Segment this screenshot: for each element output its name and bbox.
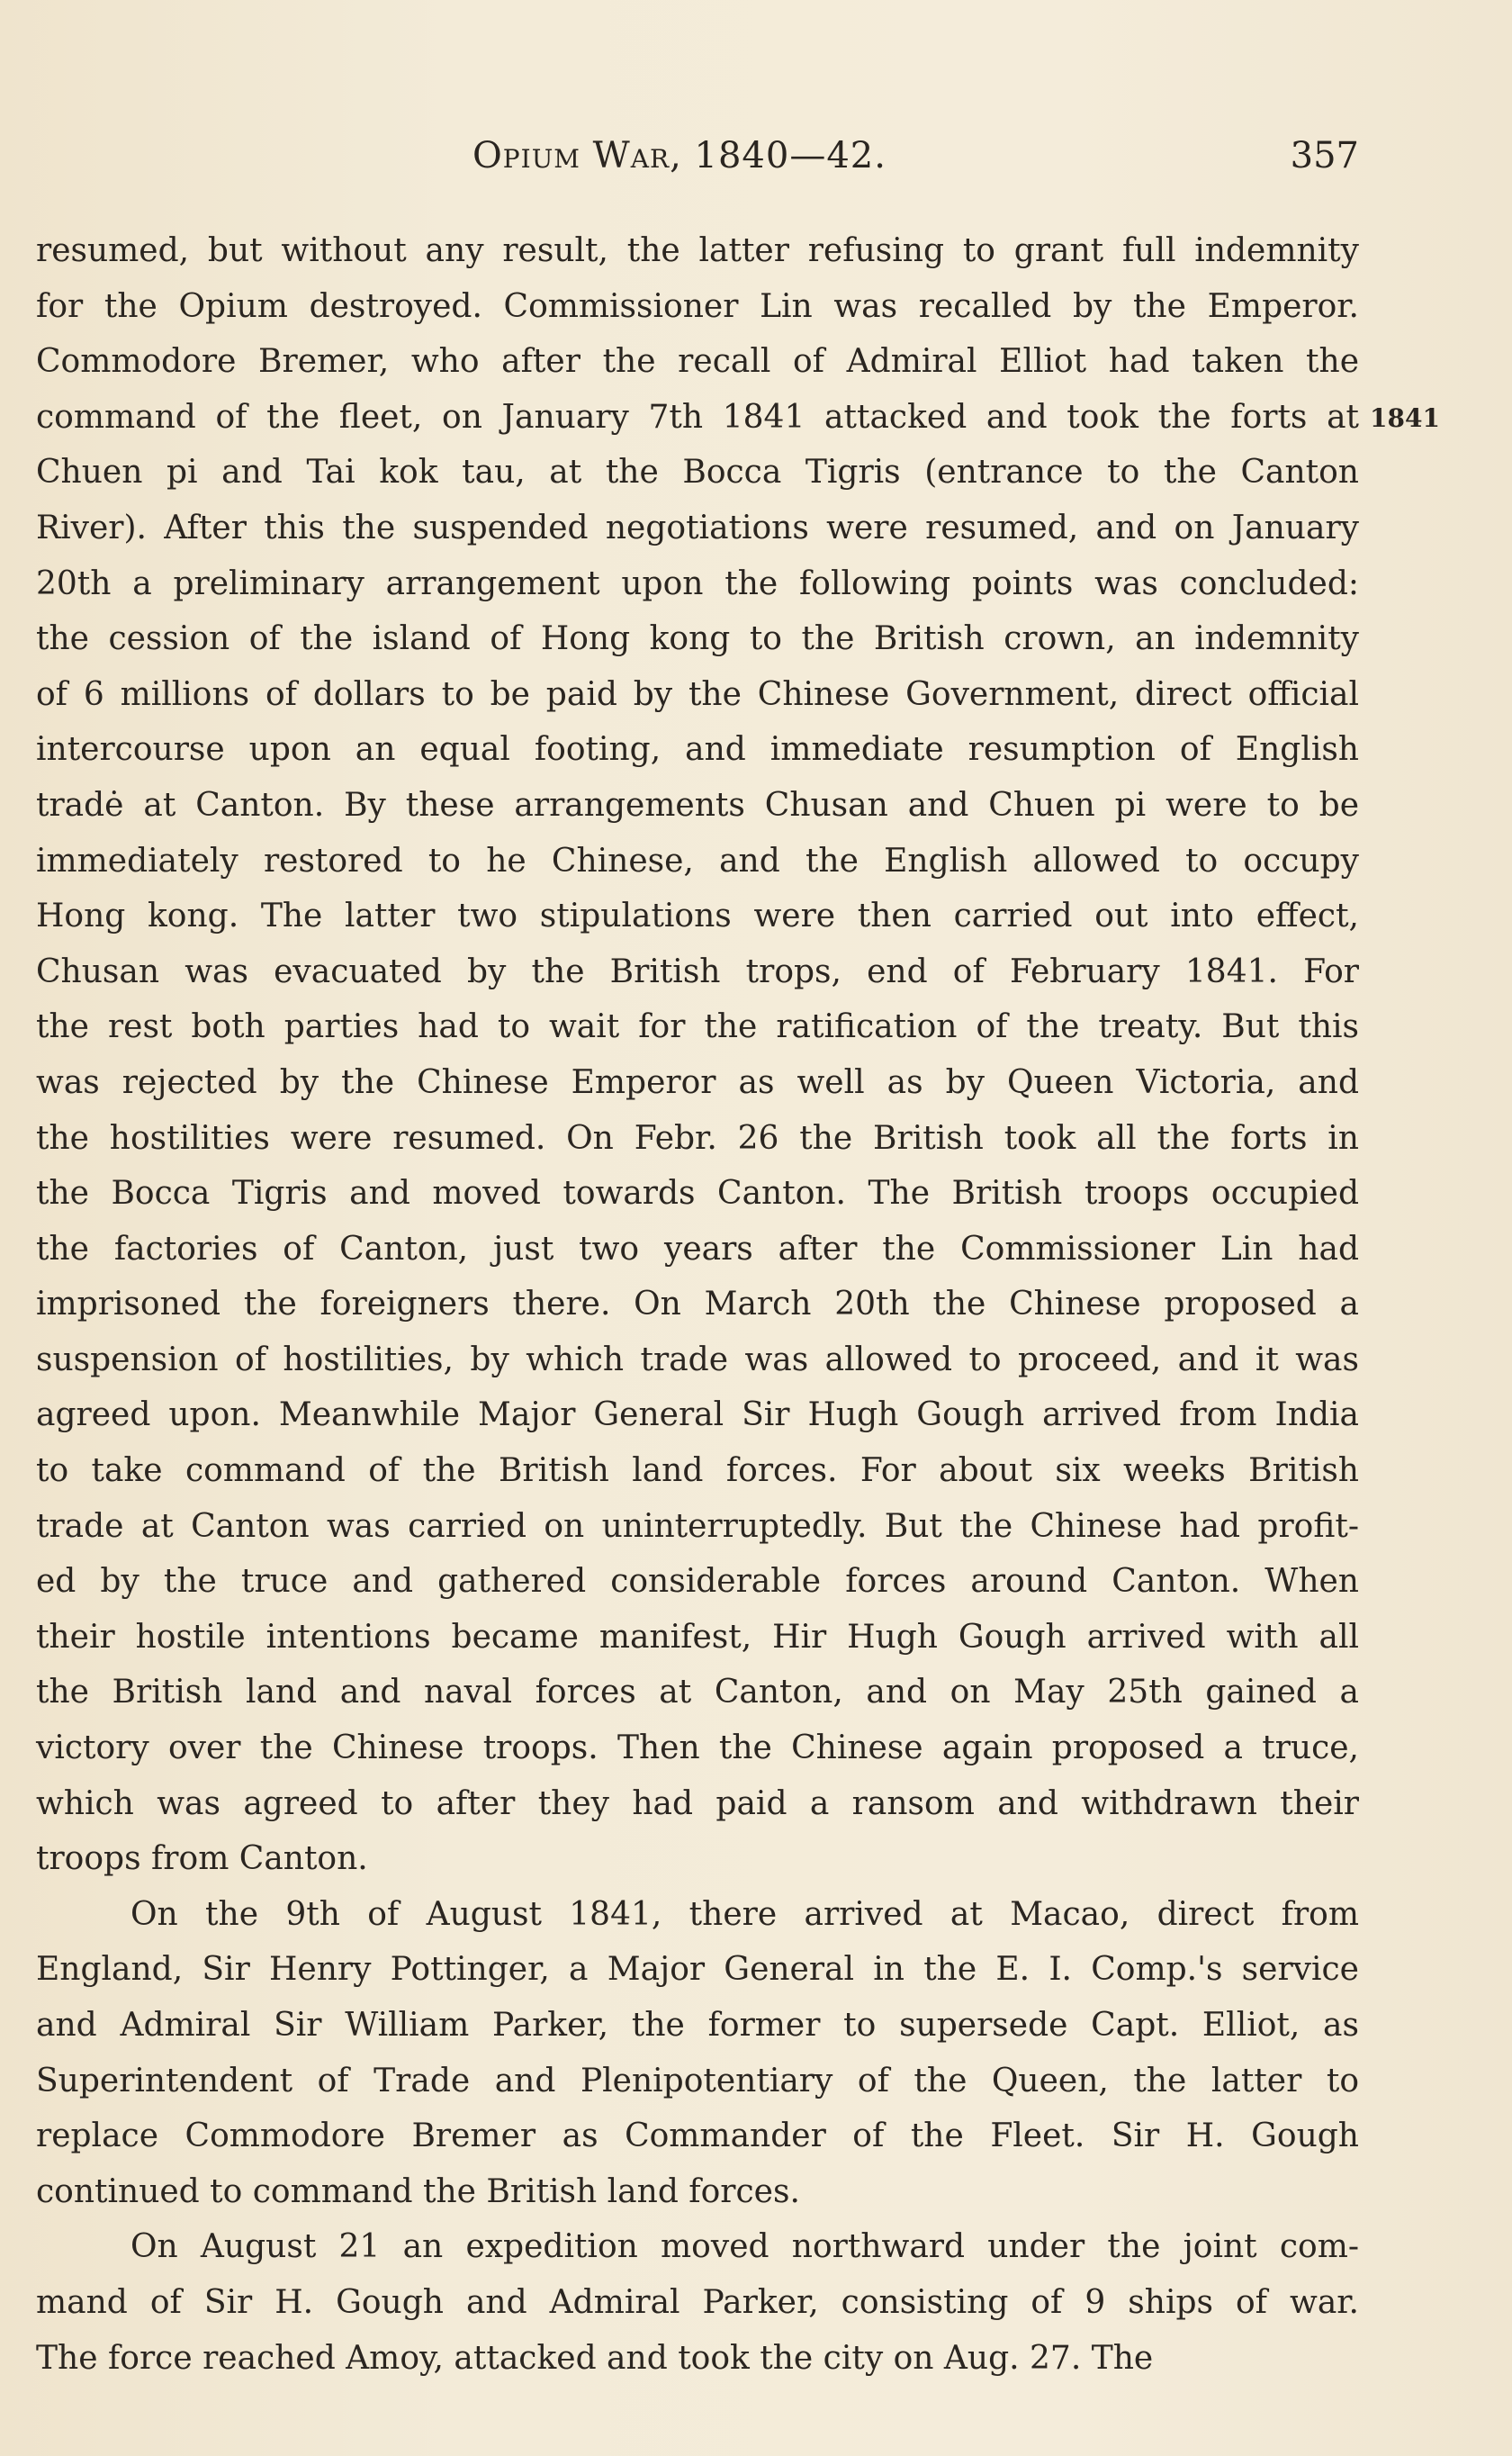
text-line: Commodore Bremer, who after the recall of Admiral Elliot had taken the [36,343,1359,381]
text-line: River). After this the suspended negotiations were resumed, and on January [36,509,1359,546]
text-line: of 6 millions of dollars to be paid by the Chinese Government, direct official [36,675,1359,713]
text-line: for the Opium destroyed. Commissioner Lin was recalled by the Emperor. [36,287,1359,325]
text-line: the rest both parties had to wait for the ratification of the treaty. But this [36,1008,1359,1046]
text-line: trade at Canton was carried on uninterruptedly. But the Chinese had profit- [36,1507,1359,1545]
text-line: Superintendent of Trade and Plenipotentiary of the Queen, the latter to [36,2062,1359,2099]
text-line: Chuen pi and Tai kok tau, at the Bocca Tigris (entrance to the Canton [36,454,1359,492]
text-line: imprisoned the foreigners there. On March 20th the Chinese proposed a [36,1286,1359,1323]
text-line: the hostilities were resumed. On Febr. 26 the British took all the forts in [36,1119,1359,1157]
text-line: troops from Canton. [36,1840,368,1878]
text-line: immediately restored to he Chinese, and the English allowed to occupy [36,842,1359,880]
text-line: victory over the Chinese troops. Then the Chinese again proposed a truce, [36,1729,1359,1767]
text-line: Hong kong. The latter two stipulations were then carried out into effect, [36,898,1359,935]
text-line: the factories of Canton, just two years after the Commissioner Lin had [36,1230,1359,1268]
text-line: to take command of the British land forces. For about six weeks British [36,1452,1359,1490]
text-line: mand of Sir H. Gough and Admiral Parker, consisting of 9 ships of war. [36,2283,1359,2321]
text-line: On August 21 an expedition moved northward under the joint com- [130,2228,1359,2266]
running-head: Opium War, 1840—42. [472,135,886,176]
text-line: On the 9th of August 1841, there arrived at Macao, direct from [130,1895,1359,1933]
text-line: 20th a preliminary arrangement upon the following points was concluded: [36,564,1359,602]
text-line: was rejected by the Chinese Emperor as well as by Queen Victoria, and [36,1063,1359,1101]
paragraph [36,1887,1359,2220]
text-line: England, Sir Henry Pottinger, a Major General in the E. I. Comp.'s service [36,1951,1359,1989]
text-line: command of the fleet, on January 7th 1841 attacked and took the forts at [36,398,1359,436]
text-line: the cession of the island of Hong kong to the British crown, an indemnity [36,620,1359,658]
text-line: tradė at Canton. By these arrangements Chusan and Chuen pi were to be [36,786,1359,824]
text-line: the Bocca Tigris and moved towards Canton. The British troops occupied [36,1175,1359,1213]
text-line: their hostile intentions became manifest, Hir Hugh Gough arrived with all [36,1618,1359,1656]
text-line: which was agreed to after they had paid a ransom and withdrawn their [36,1784,1359,1822]
text-line: The force reached Amoy, attacked and took the city on Aug. 27. The [36,2339,1154,2377]
text-line: resumed, but without any result, the latter refusing to grant full indemnity [36,232,1359,269]
margin-year-note: 1841 [1370,403,1440,433]
text-line: continued to command the British land forces. [36,2172,800,2210]
text-line: ed by the truce and gathered considerable forces around Canton. When [36,1563,1359,1601]
paragraph [36,223,1359,1887]
text-line: the British land and naval forces at Canton, and on May 25th gained a [36,1674,1359,1711]
text-line: suspension of hostilities, by which trade was allowed to proceed, and it was [36,1341,1359,1378]
body-text [36,223,1359,2386]
text-line: intercourse upon an equal footing, and immediate resumption of English [36,731,1359,769]
page-header [36,135,1359,189]
page-number: 357 [1290,135,1359,176]
paragraph [36,2219,1359,2386]
text-line: and Admiral Sir William Parker, the former to supersede Capt. Elliot, as [36,2007,1359,2044]
text-line: replace Commodore Bremer as Commander of the Fleet. Sir H. Gough [36,2117,1359,2155]
text-line: agreed upon. Meanwhile Major General Sir Hugh Gough arrived from India [36,1396,1359,1434]
text-line: Chusan was evacuated by the British trops, end of February 1841. For [36,953,1359,990]
